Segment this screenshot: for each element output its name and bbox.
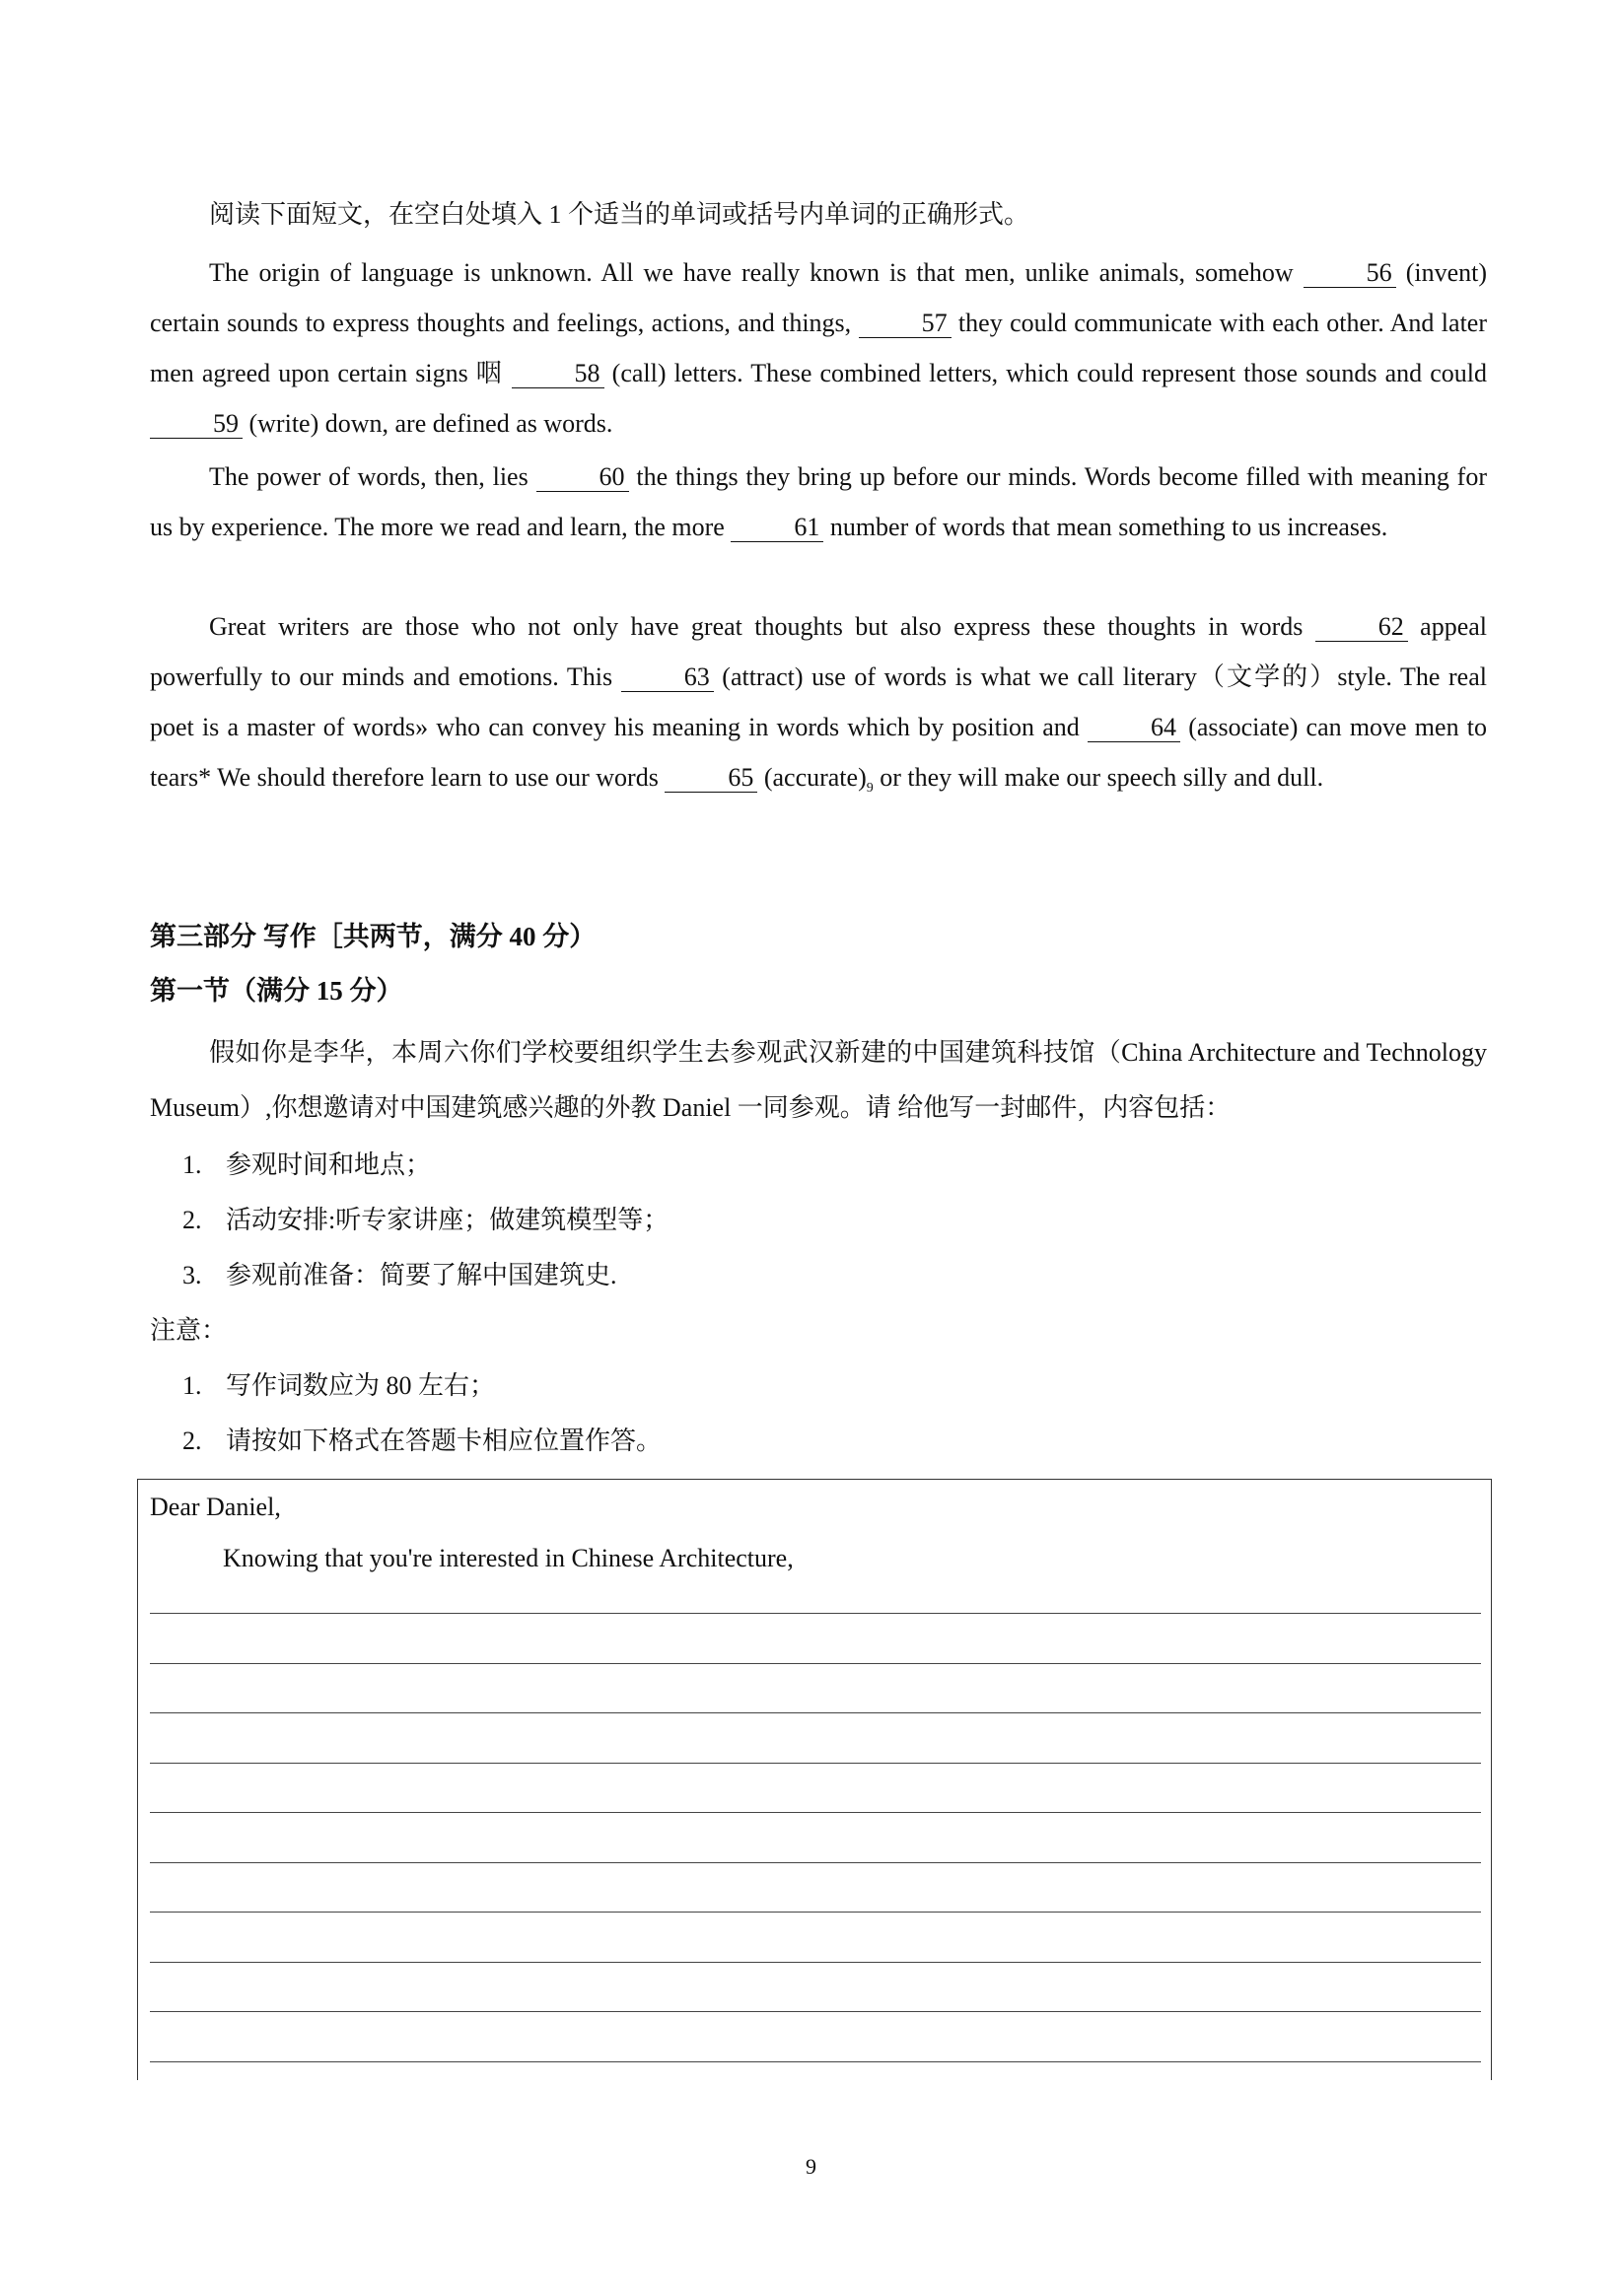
blank-58[interactable]: 58	[512, 360, 604, 388]
list-number: 2.	[182, 1206, 202, 1234]
task-text: 假如你是李华，本周六你们学校要组织学生去参观武汉新建的中国建筑科技馆（China Architecture and Technology Museum）,你想邀请对中国建筑感兴趣的外教 Daniel 一同参观。请 给他写一封邮件，内容包括：	[150, 1038, 1487, 1122]
task-description	[150, 1025, 1487, 1136]
passage-paragraph-3	[150, 601, 1487, 813]
blank-64[interactable]: 64	[1088, 714, 1180, 742]
list-number: 3.	[182, 1261, 202, 1289]
passage-text: The power of words, then, lies	[209, 462, 536, 491]
writing-line[interactable]	[150, 1912, 1481, 1913]
writing-line[interactable]	[150, 1763, 1481, 1764]
passage-paragraph-2	[150, 452, 1487, 552]
writing-line[interactable]	[150, 2061, 1481, 2062]
blank-61[interactable]: 61	[731, 514, 823, 542]
page-number: 9	[806, 2154, 816, 2179]
blank-59[interactable]: 59	[150, 410, 243, 439]
writing-line[interactable]	[150, 1962, 1481, 1963]
letter-writing-box[interactable]	[137, 1479, 1492, 2080]
list-number: 1.	[182, 1150, 202, 1179]
instruction-text	[150, 189, 1487, 240]
list-text: 活动安排:听专家讲座；做建筑模型等；	[226, 1206, 670, 1234]
blank-65[interactable]: 65	[665, 764, 757, 793]
content-point-3	[182, 1256, 617, 1295]
writing-line[interactable]	[150, 1862, 1481, 1863]
list-text: 写作词数应为 80 左右；	[226, 1371, 496, 1400]
instruction-label: 阅读下面短文，在空白处填入 1 个适当的单词或括号内单词的正确形式。	[209, 200, 1030, 229]
passage-text: The origin of language is unknown. All we have really known is that men, unlike animals, somehow	[209, 258, 1304, 287]
writing-line[interactable]	[150, 1812, 1481, 1813]
list-text: 请按如下格式在答题卡相应位置作答。	[226, 1426, 663, 1455]
list-number: 1.	[182, 1371, 202, 1400]
letter-opening: Knowing that you're interested in Chinese Architecture,	[223, 1544, 794, 1572]
list-number: 2.	[182, 1426, 202, 1455]
part3-heading: 第三部分 写作［共两节，满分 40 分）	[150, 922, 597, 951]
notes-label: 注意：	[150, 1316, 228, 1345]
writing-line[interactable]	[150, 2011, 1481, 2012]
blank-57[interactable]: 57	[859, 310, 952, 338]
note-1	[182, 1366, 495, 1406]
letter-greeting: Dear Daniel,	[150, 1493, 281, 1521]
passage-text: they could communicate with each other. And later men agreed upon certain signs 咽	[150, 309, 1487, 387]
passage-paragraph-1	[150, 247, 1487, 449]
blank-63[interactable]: 63	[621, 663, 714, 692]
content-point-2	[182, 1201, 669, 1240]
passage-text: (attract) use of words is what we call literary（文学的）style. The real poet is a master of words» who can convey his meaning in words which by position and	[150, 662, 1487, 741]
passage-text: appeal powerfully to our minds and emotions. This	[150, 612, 1488, 691]
passage-text: (call) letters. These combined letters, which could represent those sounds and could	[603, 359, 1487, 387]
blank-62[interactable]: 62	[1315, 613, 1408, 642]
section1-heading: 第一节（满分 15 分）	[150, 976, 403, 1006]
writing-line[interactable]	[150, 1613, 1481, 1614]
passage-text: (invent) certain sounds to express thoughts and feelings, actions, and things,	[150, 258, 1487, 337]
passage-text: number of words that mean something to us increases.	[823, 513, 1388, 541]
passage-text: (write) down, are defined as words.	[243, 409, 613, 438]
list-text: 参观前准备：简要了解中国建筑史.	[226, 1261, 617, 1289]
writing-line[interactable]	[150, 1663, 1481, 1664]
content-point-1	[182, 1146, 431, 1185]
passage-text: (associate) can move men to tears* We should therefore learn to use our words	[150, 713, 1487, 792]
blank-56[interactable]: 56	[1304, 259, 1396, 288]
passage-text: (accurate)	[757, 763, 867, 792]
note-2	[182, 1422, 662, 1461]
passage-text: or they will make our speech silly and dull.	[873, 763, 1324, 792]
stray-mark: 9	[866, 781, 874, 797]
passage-text: Great writers are those who not only have great thoughts but also express these thoughts in words	[209, 612, 1315, 641]
passage-text: the things they bring up before our minds. Words become filled with meaning for us by experience. The more we read and learn, the more	[150, 462, 1487, 541]
writing-line[interactable]	[150, 1712, 1481, 1713]
list-text: 参观时间和地点；	[226, 1150, 432, 1179]
blank-60[interactable]: 60	[536, 463, 629, 492]
